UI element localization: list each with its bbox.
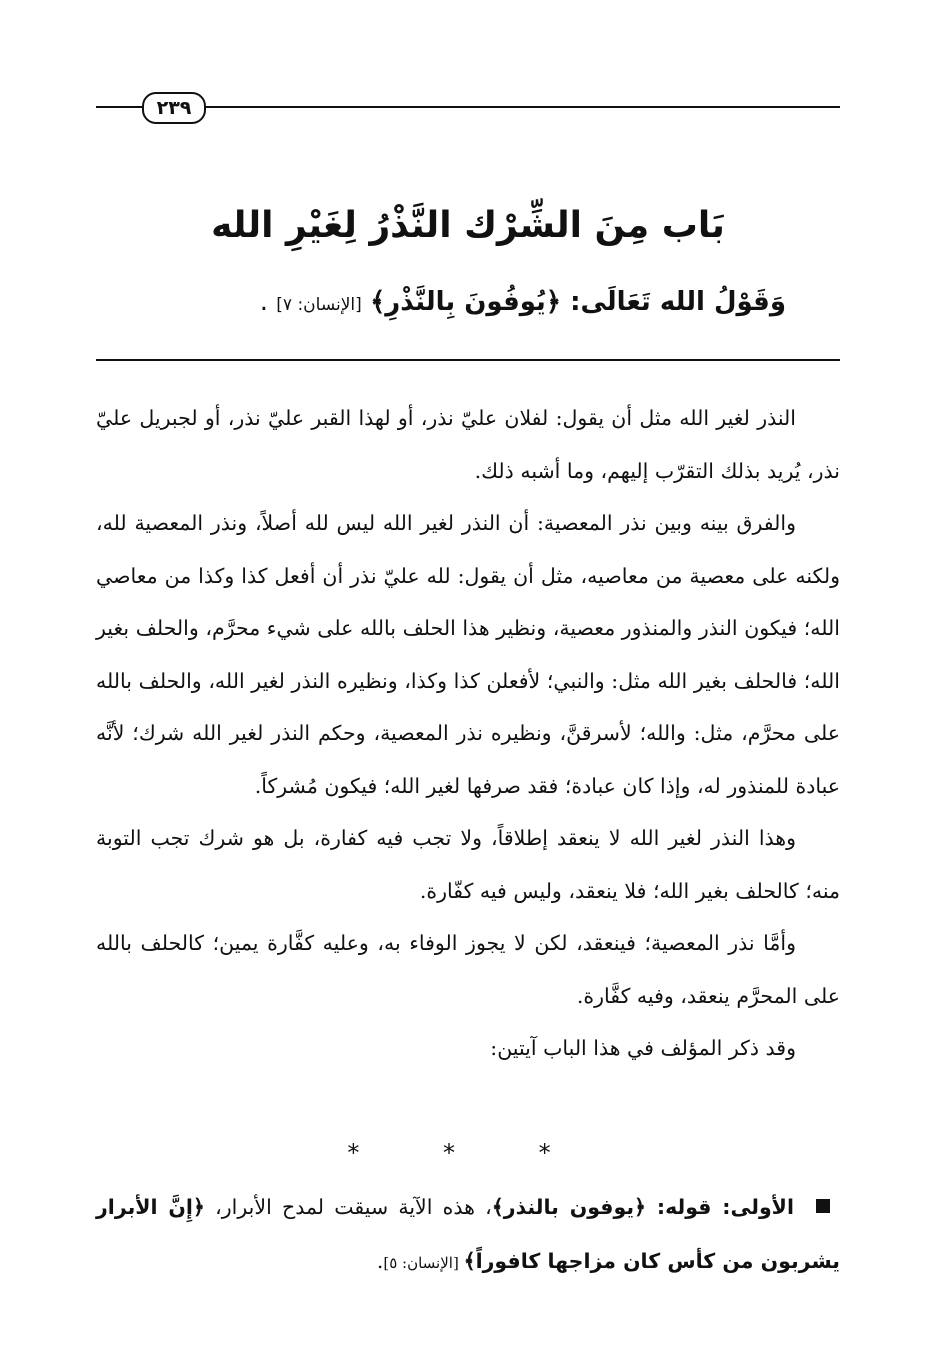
note-quote-2: ﴿إِنَّ الأبرار يشربون من كأس كان مزاجها كافوراً﴾ xyxy=(96,1195,840,1273)
note-label: الأولى: قوله: xyxy=(646,1195,794,1219)
page-number-badge xyxy=(142,92,206,124)
note-end: . xyxy=(376,1249,384,1273)
note-text: ، هذه الآية سيقت لمدح الأبرار، xyxy=(204,1195,492,1219)
first-verse-note xyxy=(96,1180,840,1290)
verse-quote: ﴿يُوفُونَ بِالنَّذْرِ﴾ xyxy=(370,287,562,317)
verse-end: . xyxy=(259,287,277,317)
paragraph-1: النذر لغير الله مثل أن يقول: لفلان عليّ نذر، أو لهذا القبر عليّ نذر، أو لجبريل عليّ نذر، يُريد بذلك التقرّب إليهم، وما أشبه ذلك. xyxy=(96,406,840,483)
commentary-body xyxy=(96,392,840,1075)
square-bullet-icon xyxy=(816,1199,830,1213)
page-number: ٢٣٩ xyxy=(156,96,192,119)
verse-intro: وَقَوْلُ الله تَعَالَى: xyxy=(561,287,786,317)
note-quote-1: ﴿يوفون بالنذر﴾ xyxy=(491,1195,647,1219)
paragraph-5: وقد ذكر المؤلف في هذا الباب آيتين: xyxy=(490,1036,796,1060)
paragraph-4: وأمَّا نذر المعصية؛ فينعقد، لكن لا يجوز الوفاء به، وعليه كفَّارة يمين؛ كالحلف بالله على المحرَّم ينعقد، وفيه كفَّارة. xyxy=(96,931,840,1008)
header-rule xyxy=(96,106,840,108)
verse-reference: [الإنسان: ٧] xyxy=(276,295,362,315)
paragraph-2: والفرق بينه وبين نذر المعصية: أن النذر لغير الله ليس لله أصلاً، ونذر المعصية لله، ولكنه على معصية من معاصيه، مثل أن يقول: لله عليّ نذر أن أفعل كذا وكذا من معاصي الله؛ فيكون النذر والمنذور معصية، ونظير هذا الحلف بالله على شيء محرَّم، والحلف بغير الله؛ فالحلف بغير الله مثل: والنبي؛ لأفعلن كذا وكذا، ونظيره النذر لغير الله، والحلف بالله على محرَّم، مثل: والله؛ لأسرقنَّ، ونظيره نذر المعصية، وحكم النذر لغير الله شرك؛ لأنَّه عبادة للمنذور له، وإذا كان عبادة؛ فقد صرفها لغير الله؛ فيكون مُشركاً. xyxy=(96,511,840,798)
paragraph-3: وهذا النذر لغير الله لا ينعقد إطلاقاً، ولا تجب فيه كفارة، بل هو شرك تجب التوبة منه؛ كالحلف بغير الله؛ فلا ينعقد، وليس فيه كفّارة. xyxy=(96,826,840,903)
note-reference: [الإنسان: ٥] xyxy=(383,1254,464,1272)
star-separator: * * * xyxy=(347,1139,589,1167)
section-rule xyxy=(96,359,840,361)
chapter-title: بَاب مِنَ الشِّرْك النَّذْرُ لِغَيْرِ الله xyxy=(211,205,725,246)
verse-line xyxy=(96,272,786,335)
